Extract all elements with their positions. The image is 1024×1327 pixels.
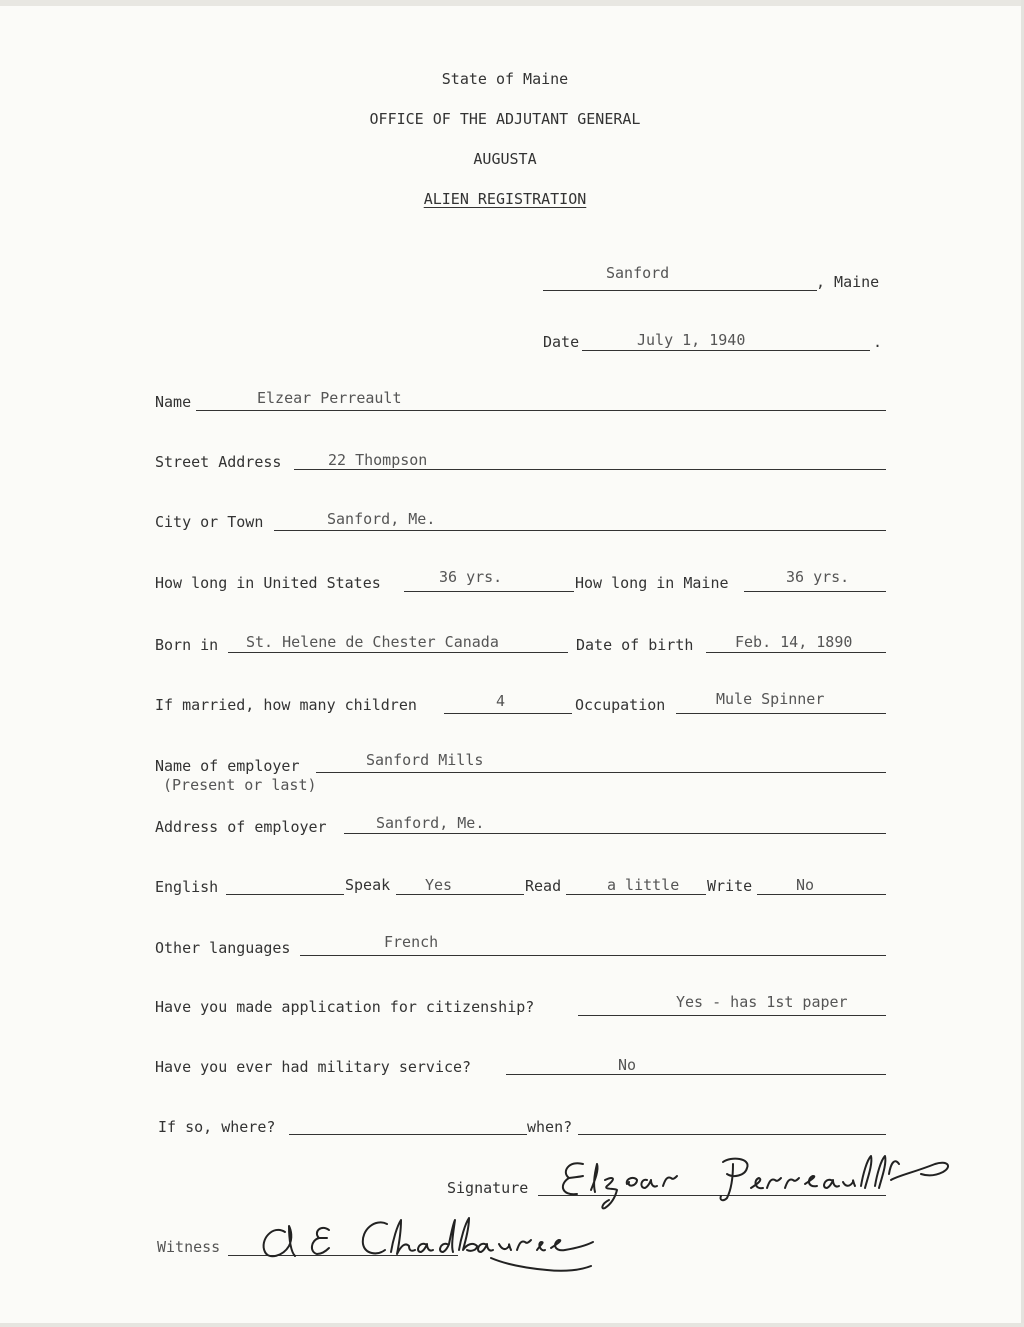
location-line [543, 290, 817, 291]
citizenship-value: Yes - has 1st paper [676, 993, 848, 1011]
name-value: Elzear Perreault [257, 389, 402, 407]
read-value: a little [607, 876, 680, 894]
street-line [294, 469, 886, 470]
maine-years-label: How long in Maine [575, 574, 729, 592]
dob-label: Date of birth [576, 636, 694, 654]
write-label: Write [707, 877, 753, 895]
occupation-value: Mule Spinner [716, 690, 825, 708]
city-label: City or Town [155, 513, 264, 531]
employer-label: Name of employer [155, 757, 300, 775]
children-value: 4 [496, 692, 506, 710]
where-line [289, 1134, 527, 1135]
street-label: Street Address [155, 453, 282, 471]
read-label: Read [525, 877, 562, 895]
employer-value: Sanford Mills [366, 751, 484, 769]
office-heading: OFFICE OF THE ADJUTANT GENERAL [369, 110, 641, 128]
children-label: If married, how many children [155, 696, 417, 714]
citizenship-label: Have you made application for citizenship? [155, 998, 535, 1016]
other-languages-value: French [384, 933, 439, 951]
city-heading: AUGUSTA [473, 150, 537, 168]
write-line [757, 894, 886, 895]
write-value: No [796, 876, 815, 894]
born-label: Born in [155, 636, 219, 654]
name-label: Name [155, 393, 192, 411]
maine-years-value: 36 yrs. [786, 568, 850, 586]
employer-address-value: Sanford, Me. [376, 814, 485, 832]
date-end: . [873, 333, 883, 351]
scan-edge-top [0, 0, 1024, 6]
citizenship-line [578, 1015, 886, 1016]
when-line [578, 1134, 886, 1135]
employer-line [316, 772, 886, 773]
handwritten-witness-signature [255, 1210, 595, 1280]
children-line [444, 713, 572, 714]
location-value: Sanford [606, 264, 670, 282]
city-line [274, 530, 886, 531]
street-value: 22 Thompson [328, 451, 428, 469]
employer-address-line [344, 833, 886, 834]
state-heading: State of Maine [441, 70, 569, 88]
other-languages-line [300, 955, 886, 956]
handwritten-signature [555, 1150, 965, 1220]
date-label: Date [543, 333, 580, 351]
dob-line [706, 652, 886, 653]
born-line [228, 652, 568, 653]
speak-value: Yes [425, 876, 453, 894]
born-value: St. Helene de Chester Canada [246, 633, 499, 651]
occupation-label: Occupation [575, 696, 666, 714]
us-years-label: How long in United States [155, 574, 381, 592]
date-value: July 1, 1940 [637, 331, 746, 349]
english-label: English [155, 878, 219, 896]
us-years-value: 36 yrs. [439, 568, 503, 586]
name-line [196, 410, 886, 411]
us-years-line [404, 591, 574, 592]
employer-sublabel: (Present or last) [163, 776, 317, 794]
speak-line [396, 894, 524, 895]
military-value: No [618, 1056, 637, 1074]
employer-address-label: Address of employer [155, 818, 327, 836]
form-title: ALIEN REGISTRATION [423, 190, 587, 208]
date-line [582, 350, 870, 351]
scan-edge-bottom [0, 1323, 1024, 1327]
occupation-line [676, 713, 886, 714]
signature-label: Signature [447, 1179, 529, 1197]
other-languages-label: Other languages [155, 939, 291, 957]
military-label: Have you ever had military service? [155, 1058, 472, 1076]
dob-value: Feb. 14, 1890 [735, 633, 853, 651]
maine-years-line [744, 591, 886, 592]
english-line [226, 894, 344, 895]
city-value: Sanford, Me. [327, 510, 436, 528]
read-line [566, 894, 706, 895]
location-suffix: , Maine [816, 273, 880, 291]
witness-label: Witness [157, 1238, 221, 1256]
military-line [506, 1074, 886, 1075]
when-label: when? [527, 1118, 573, 1136]
where-label: If so, where? [158, 1118, 276, 1136]
speak-label: Speak [345, 876, 391, 894]
